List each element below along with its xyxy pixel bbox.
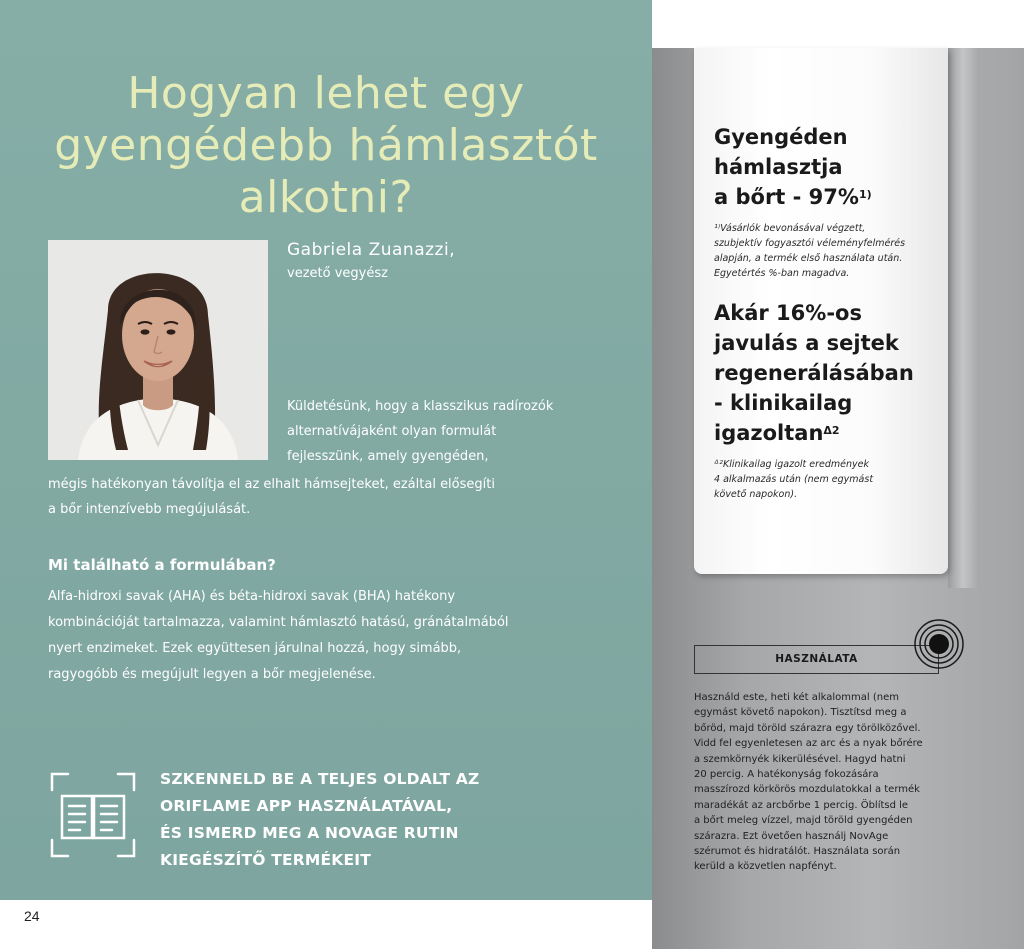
scan-line: KIEGÉSZÍTŐ TERMÉKEIT (160, 851, 372, 869)
intro-line: fejlesszünk, amely gyengéden, (287, 449, 489, 464)
footnote-line: ¹⁾Vásárlók bevonásával végzett, (714, 223, 866, 234)
target-circle-icon (913, 618, 965, 670)
title-line: Hogyan lehet egy (127, 68, 525, 119)
claim-line: igazoltan$^{\Delta 2}$ (714, 421, 840, 445)
footnote-line: szubjektív fogyasztói véleményfelmérés (714, 238, 906, 249)
formula-paragraph (48, 584, 638, 688)
footnote-marker: Δ2 (823, 424, 840, 437)
claim-line: regenerálásában (714, 361, 914, 385)
claim-line: Akár 16%-os (714, 301, 862, 325)
claim-line: - klinikailag (714, 391, 853, 415)
usage-line: szárazra. Ezt övetően használj NovAge (694, 830, 889, 842)
claim-gentle-exfoliation (714, 122, 872, 212)
scan-line: ORIFLAME APP HASZNÁLATÁVAL, (160, 797, 453, 815)
page-title (20, 68, 632, 224)
scan-line: ÉS ISMERD MEG A NOVAGE RUTIN (160, 824, 459, 842)
footnote-line: követő napokon). (714, 489, 798, 500)
author-role: vezető vegyész (287, 266, 388, 281)
intro-line: Küldetésünk, hogy a klasszikus radírozók (287, 399, 554, 414)
usage-line: masszírozd körkörös mozdulatokkal a termék (694, 784, 920, 796)
title-line: alkotni? (238, 172, 414, 223)
usage-line: 20 percig. A hatékonyság fokozására (694, 769, 879, 781)
intro-line: alternatívájaként olyan formulát (287, 424, 497, 439)
product-tube-edge (948, 48, 978, 588)
formula-line: kombinációját tartalmazza, valamint hámlasztó hatású, gránátalmából (48, 615, 509, 630)
intro-paragraph-bottom (48, 472, 628, 522)
formula-line: Alfa-hidroxi savak (AHA) és béta-hidroxi savak (BHA) hatékony (48, 589, 456, 604)
footnote-line: alapján, a termék első használata után. (714, 253, 903, 264)
formula-heading: Mi található a formulában? (48, 556, 276, 574)
usage-line: Vidd fel egyenletesen az arc és a nyak bőrére (694, 738, 923, 750)
usage-line: szérumot és hidratálót. Használata során (694, 846, 901, 858)
page-footer-strip (0, 900, 652, 949)
usage-line: egymást követő napokon). Tisztítsd meg a (694, 707, 907, 719)
usage-line: a szemkörnyék kikerülésével. Hagyd hatni (694, 753, 906, 765)
usage-title-box: HASZNÁLATA (694, 645, 939, 674)
usage-line: a bőrt meleg vízzel, majd töröld gyengéden (694, 815, 913, 827)
usage-line: kerüld a közvetlen napfényt. (694, 861, 837, 873)
claim-line: hámlasztja (714, 155, 843, 179)
author-portrait (48, 240, 268, 460)
usage-line: maradékát az arcbőrbe 1 percig. Öblítsd le (694, 799, 909, 811)
claim-line: javulás a sejtek (714, 331, 899, 355)
intro-line: mégis hatékonyan távolítja el az elhalt hámsejteket, ezáltal elősegíti (48, 477, 495, 492)
woman-portrait-illustration (48, 240, 268, 460)
intro-line: a bőr intenzívebb megújulását. (48, 502, 251, 517)
claim-cell-renewal (714, 298, 914, 448)
claim-footnote (714, 221, 944, 281)
open-book-scan-icon[interactable] (48, 770, 138, 860)
scan-call-to-action (160, 766, 630, 874)
footnote-line: ᐞ²Klinikailag igazolt eredmények (714, 459, 869, 470)
right-top-margin (652, 0, 1024, 48)
footnote-marker: 1) (858, 188, 872, 201)
scan-line: SZKENNELD BE A TELJES OLDALT AZ (160, 770, 480, 788)
usage-line: Használd este, heti két alkalommal (nem (694, 692, 899, 703)
usage-instructions (694, 690, 964, 875)
formula-line: nyert enzimeket. Ezek együttesen járulnal hozzá, hogy simább, (48, 641, 462, 656)
claim-line: a bőrt - 97%$^{1)}$ (714, 185, 872, 209)
title-line: gyengédebb hámlasztót (54, 120, 598, 171)
intro-paragraph-top (287, 394, 617, 469)
footnote-line: Egyetértés %-ban magadva. (714, 268, 850, 279)
author-name: Gabriela Zuanazzi, (287, 240, 456, 260)
claim-footnote (714, 457, 944, 502)
formula-line: ragyogóbb és megújult legyen a bőr megjelenése. (48, 667, 376, 682)
claim-line: Gyengéden (714, 125, 848, 149)
footnote-line: 4 alkalmazás után (nem egymást (714, 474, 874, 485)
page-number: 24 (24, 908, 40, 924)
usage-line: bőröd, majd töröld szárazra egy törölközővel. (694, 722, 921, 734)
